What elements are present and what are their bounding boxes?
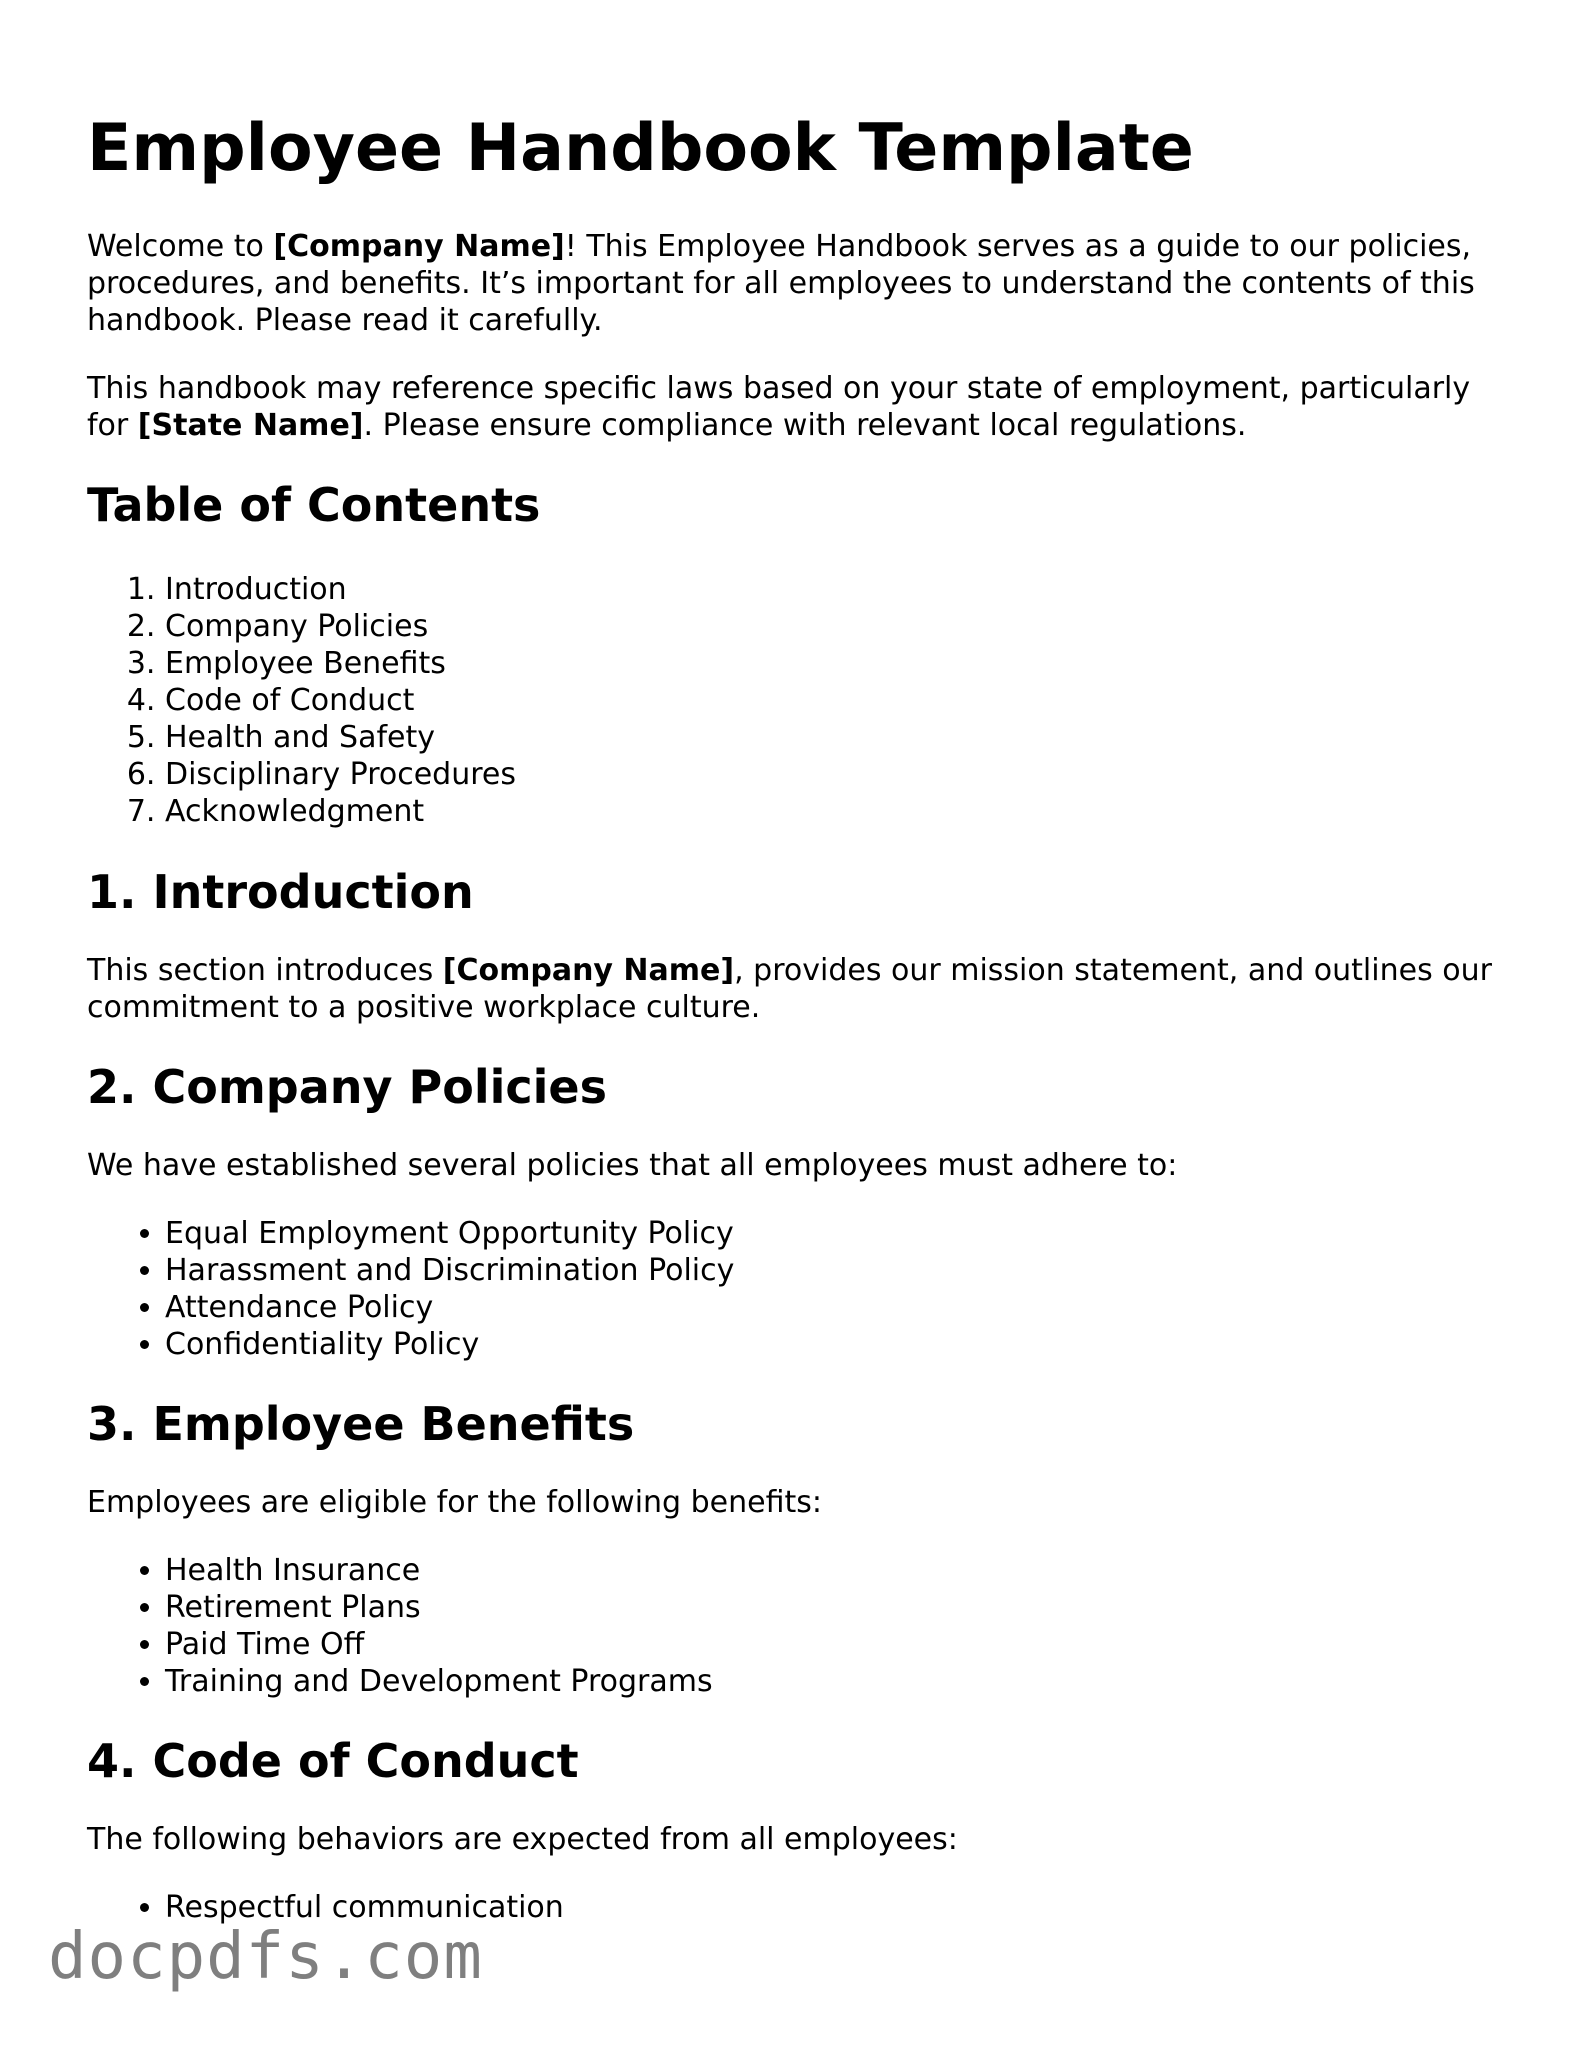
- state-name-placeholder: [State Name]: [137, 408, 364, 443]
- section-heading-benefits: 3. Employee Benefits: [87, 1397, 635, 1451]
- list-item: • Health Insurance: [165, 1552, 1497, 1589]
- toc-item: 3. Employee Benefits: [165, 645, 1497, 682]
- document-title: Employee Handbook Template: [87, 111, 1194, 186]
- list-item: • Retirement Plans: [165, 1589, 1497, 1626]
- company-name-placeholder: [Company Name]: [442, 953, 735, 988]
- toc-item: 4. Code of Conduct: [165, 682, 1497, 719]
- toc-list: [87, 571, 1497, 830]
- list-item: • Confidentiality Policy: [165, 1326, 1497, 1363]
- toc-item: 7. Acknowledgment: [165, 793, 1497, 830]
- conduct-paragraph: The following behaviors are expected from all employees:: [87, 1822, 958, 1857]
- benefits-list: [87, 1552, 1497, 1700]
- toc-item: 6. Disciplinary Procedures: [165, 756, 1497, 793]
- toc-item: 1. Introduction: [165, 571, 1497, 608]
- list-item: • Training and Development Programs: [165, 1663, 1497, 1700]
- policies-paragraph: We have established several policies that all employees must adhere to:: [87, 1148, 1178, 1183]
- list-item: • Harassment and Discrimination Policy: [165, 1252, 1497, 1289]
- list-item: • Equal Employment Opportunity Policy: [165, 1215, 1497, 1252]
- intro-paragraph-2: This handbook may reference specific laws based on your state of employment, particularly for [State Name]. Please ensure compliance with relevant local regulations.: [87, 371, 1471, 443]
- section-heading-conduct: 4. Code of Conduct: [87, 1734, 579, 1788]
- policies-list: [87, 1215, 1497, 1363]
- toc-heading: Table of Contents: [87, 478, 541, 532]
- document-page: [87, 108, 1497, 1957]
- section-heading-policies: 2. Company Policies: [87, 1060, 607, 1114]
- benefits-paragraph: Employees are eligible for the following benefits:: [87, 1485, 822, 1520]
- intro-paragraph-1: Welcome to [Company Name]! This Employee Handbook serves as a guide to our policies, procedures, and benefits. It’s important for all employees to understand the contents of this handbook. Please read it carefully.: [87, 229, 1475, 338]
- watermark-logo: docpdfs.com: [48, 1920, 483, 1994]
- section-heading-introduction: 1. Introduction: [87, 865, 474, 919]
- company-name-placeholder: [Company Name]: [273, 229, 565, 264]
- toc-item: 5. Health and Safety: [165, 719, 1497, 756]
- list-item: • Respectful communication: [165, 1889, 1497, 1926]
- list-item: • Attendance Policy: [165, 1289, 1497, 1326]
- introduction-paragraph: This section introduces [Company Name], provides our mission statement, and outlines our commitment to a positive workplace culture.: [87, 953, 1492, 1025]
- toc-item: 2. Company Policies: [165, 608, 1497, 645]
- list-item: • Paid Time Off: [165, 1626, 1497, 1663]
